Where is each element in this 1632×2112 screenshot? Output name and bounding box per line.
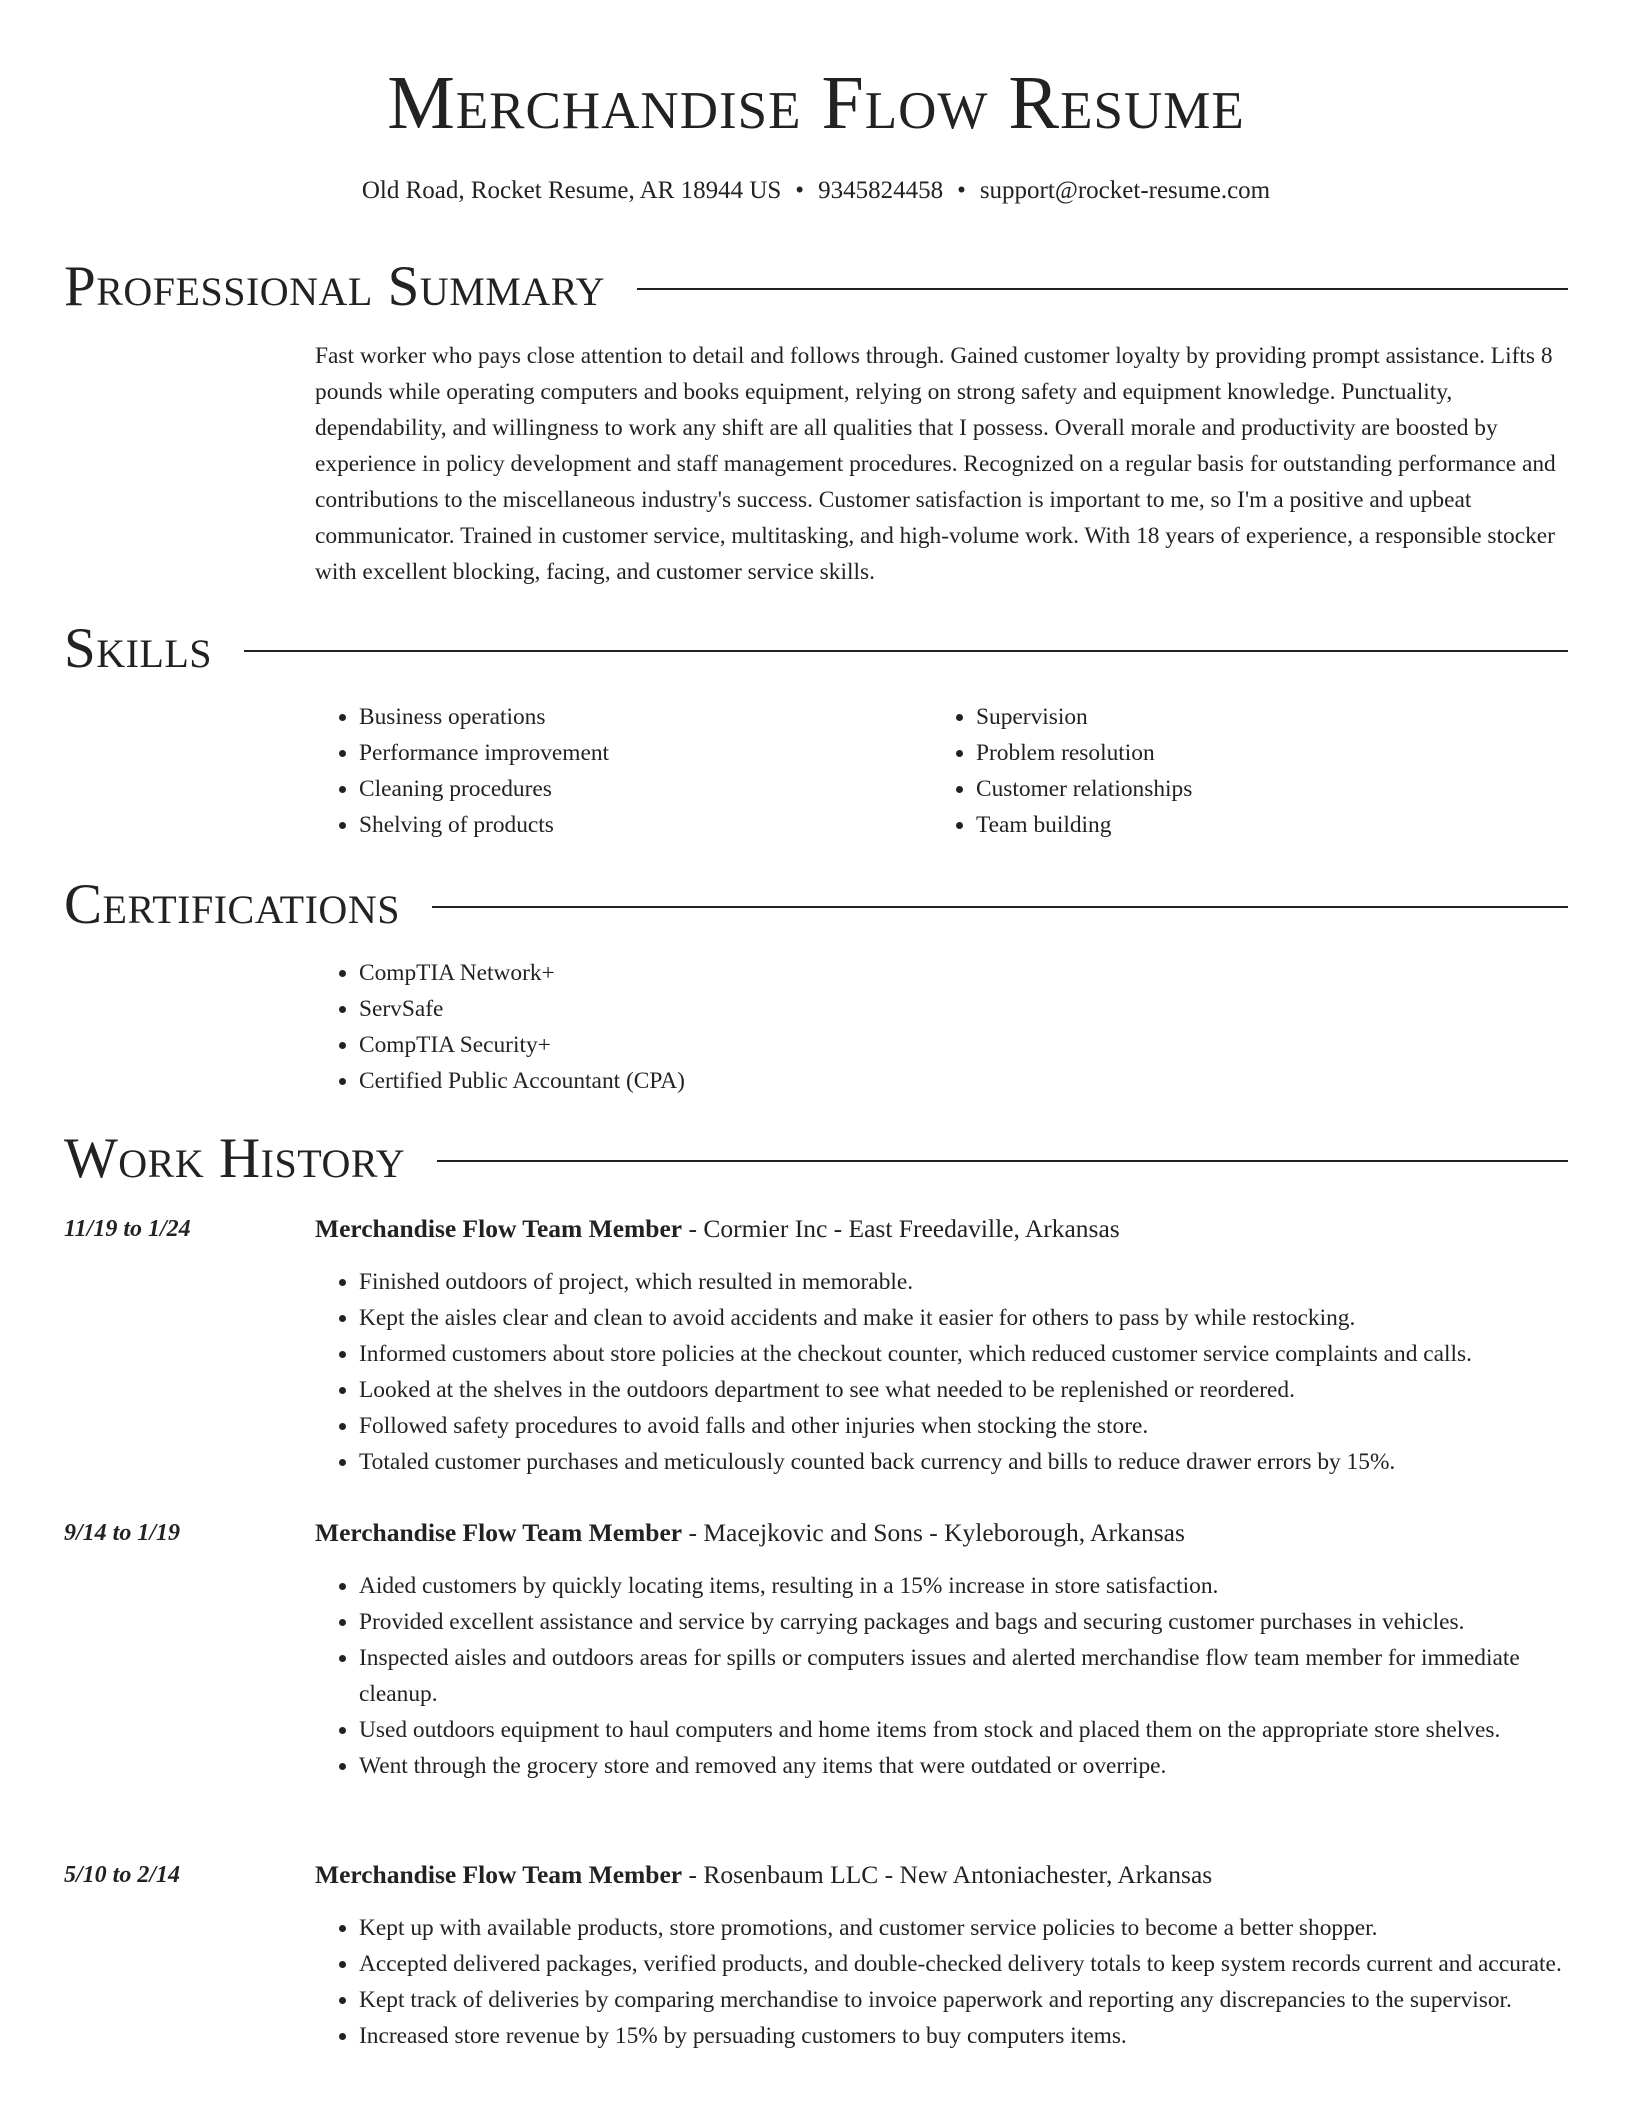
- job-title-line: [315, 1857, 1212, 1893]
- job-bullet: • Aided customers by quickly locating items, resulting in a 15% increase in store satisfaction.: [359, 1568, 1570, 1604]
- section-divider: [437, 1160, 1568, 1162]
- skill-item: • Cleaning procedures: [359, 771, 932, 807]
- job-bullet: • Increased store revenue by 15% by persuading customers to buy computers items.: [359, 2018, 1570, 2054]
- skills-heading: Skills: [64, 617, 213, 680]
- skills-section-header: [64, 616, 1568, 682]
- job-bullet: • Kept track of deliveries by comparing merchandise to invoice paperwork and reporting any discrepancies to the supervisor.: [359, 1982, 1570, 2018]
- job-bullet: • Accepted delivered packages, verified products, and double-checked delivery totals to keep system records current and accurate.: [359, 1946, 1570, 1982]
- certification-item: • CompTIA Network+: [359, 955, 1570, 991]
- summary-heading: Professional Summary: [64, 255, 606, 318]
- job-bullet: • Finished outdoors of project, which resulted in memorable.: [359, 1264, 1570, 1300]
- skill-item: • Customer relationships: [976, 771, 1549, 807]
- section-divider: [244, 650, 1568, 652]
- skills-list: [315, 699, 1570, 843]
- job-bullet: • Followed safety procedures to avoid falls and other injuries when stocking the store.: [359, 1408, 1570, 1444]
- job-dates: 9/14 to 1/19: [64, 1520, 181, 1546]
- contact-address: Old Road, Rocket Resume, AR 18944 US: [361, 177, 782, 204]
- job-title-line: [315, 1211, 1120, 1247]
- skill-item: • Performance improvement: [359, 735, 932, 771]
- certification-item: • CompTIA Security+: [359, 1027, 1570, 1063]
- job-bullet: • Provided excellent assistance and service by carrying packages and bags and securing customer purchases in vehicles.: [359, 1604, 1570, 1640]
- work-history-section-header: [64, 1126, 1568, 1192]
- skill-item: • Problem resolution: [976, 735, 1549, 771]
- job-bullets: [315, 1910, 1570, 2054]
- job-bullet: • Informed customers about store policies at the checkout counter, which reduced customer service complaints and calls.: [359, 1336, 1570, 1372]
- job-title: Merchandise Flow Team Member: [315, 1860, 683, 1889]
- contact-email: support@rocket-resume.com: [979, 177, 1271, 204]
- job-dates: 5/10 to 2/14: [64, 1862, 181, 1888]
- job-title: Merchandise Flow Team Member: [315, 1518, 683, 1547]
- job-bullet: • Used outdoors equipment to haul computers and home items from stock and placed them on the appropriate store shelves.: [359, 1712, 1570, 1748]
- contact-line: [0, 173, 1632, 209]
- job-bullet: • Looked at the shelves in the outdoors department to see what needed to be replenished or reordered.: [359, 1372, 1570, 1408]
- job-bullets: [315, 1568, 1570, 1784]
- summary-text: Fast worker who pays close attention to detail and follows through. Gained customer loyalty by providing prompt assistance. Lifts 8 pounds while operating computers and books equipment, relying on strong safety and equipment knowledge. Punctuality, dependability, and willingness to work any shift are all qualities that I possess. Overall morale and productivity are boosted by experience in policy development and staff management procedures. Recognized on a regular basis for outstanding performance and contributions to the miscellaneous industry's success. Customer satisfaction is important to me, so I'm a positive and upbeat communicator. Trained in customer service, multitasking, and high-volume work. With 18 years of experience, a responsible stocker with excellent blocking, facing, and customer service skills.: [315, 343, 1556, 585]
- job-title: Merchandise Flow Team Member: [315, 1214, 683, 1243]
- contact-separator: •: [957, 177, 966, 204]
- certifications-section-header: [64, 872, 1568, 938]
- certification-item: • ServSafe: [359, 991, 1570, 1027]
- work-history-heading: Work History: [64, 1127, 406, 1190]
- job-dates: 11/19 to 1/24: [64, 1216, 191, 1242]
- certification-item: • Certified Public Accountant (CPA): [359, 1063, 1570, 1099]
- job-title-line: [315, 1515, 1185, 1551]
- certifications-list: [315, 955, 1570, 1099]
- job-bullet: • Kept up with available products, store promotions, and customer service policies to become a better shopper.: [359, 1910, 1570, 1946]
- skill-item: • Business operations: [359, 699, 932, 735]
- section-divider: [432, 906, 1568, 908]
- job-bullets: [315, 1264, 1570, 1480]
- job-bullet: • Kept the aisles clear and clean to avoid accidents and make it easier for others to pass by while restocking.: [359, 1300, 1570, 1336]
- resume-name: Merchandise Flow Resume: [387, 61, 1245, 145]
- job-bullet: • Went through the grocery store and removed any items that were outdated or overripe.: [359, 1748, 1570, 1784]
- summary-section-header: [64, 254, 1568, 320]
- job-details: - Macejkovic and Sons - Kyleborough, Arkansas: [682, 1518, 1185, 1547]
- skill-item: • Team building: [976, 807, 1549, 843]
- skill-item: • Shelving of products: [359, 807, 932, 843]
- skill-item: • Supervision: [976, 699, 1549, 735]
- job-bullet: • Inspected aisles and outdoors areas for spills or computers issues and alerted merchandise flow team member for immediate cleanup.: [359, 1640, 1570, 1712]
- section-divider: [637, 288, 1568, 290]
- skills-column-left: [315, 699, 932, 843]
- contact-phone: 9345824458: [818, 177, 944, 204]
- certifications-heading: Certifications: [64, 873, 400, 936]
- job-details: - Cormier Inc - East Freedaville, Arkansas: [682, 1214, 1120, 1243]
- job-details: - Rosenbaum LLC - New Antoniachester, Arkansas: [682, 1860, 1213, 1889]
- job-bullet: • Totaled customer purchases and meticulously counted back currency and bills to reduce drawer errors by 15%.: [359, 1444, 1570, 1480]
- skills-column-right: [932, 699, 1549, 843]
- contact-separator: •: [795, 177, 805, 204]
